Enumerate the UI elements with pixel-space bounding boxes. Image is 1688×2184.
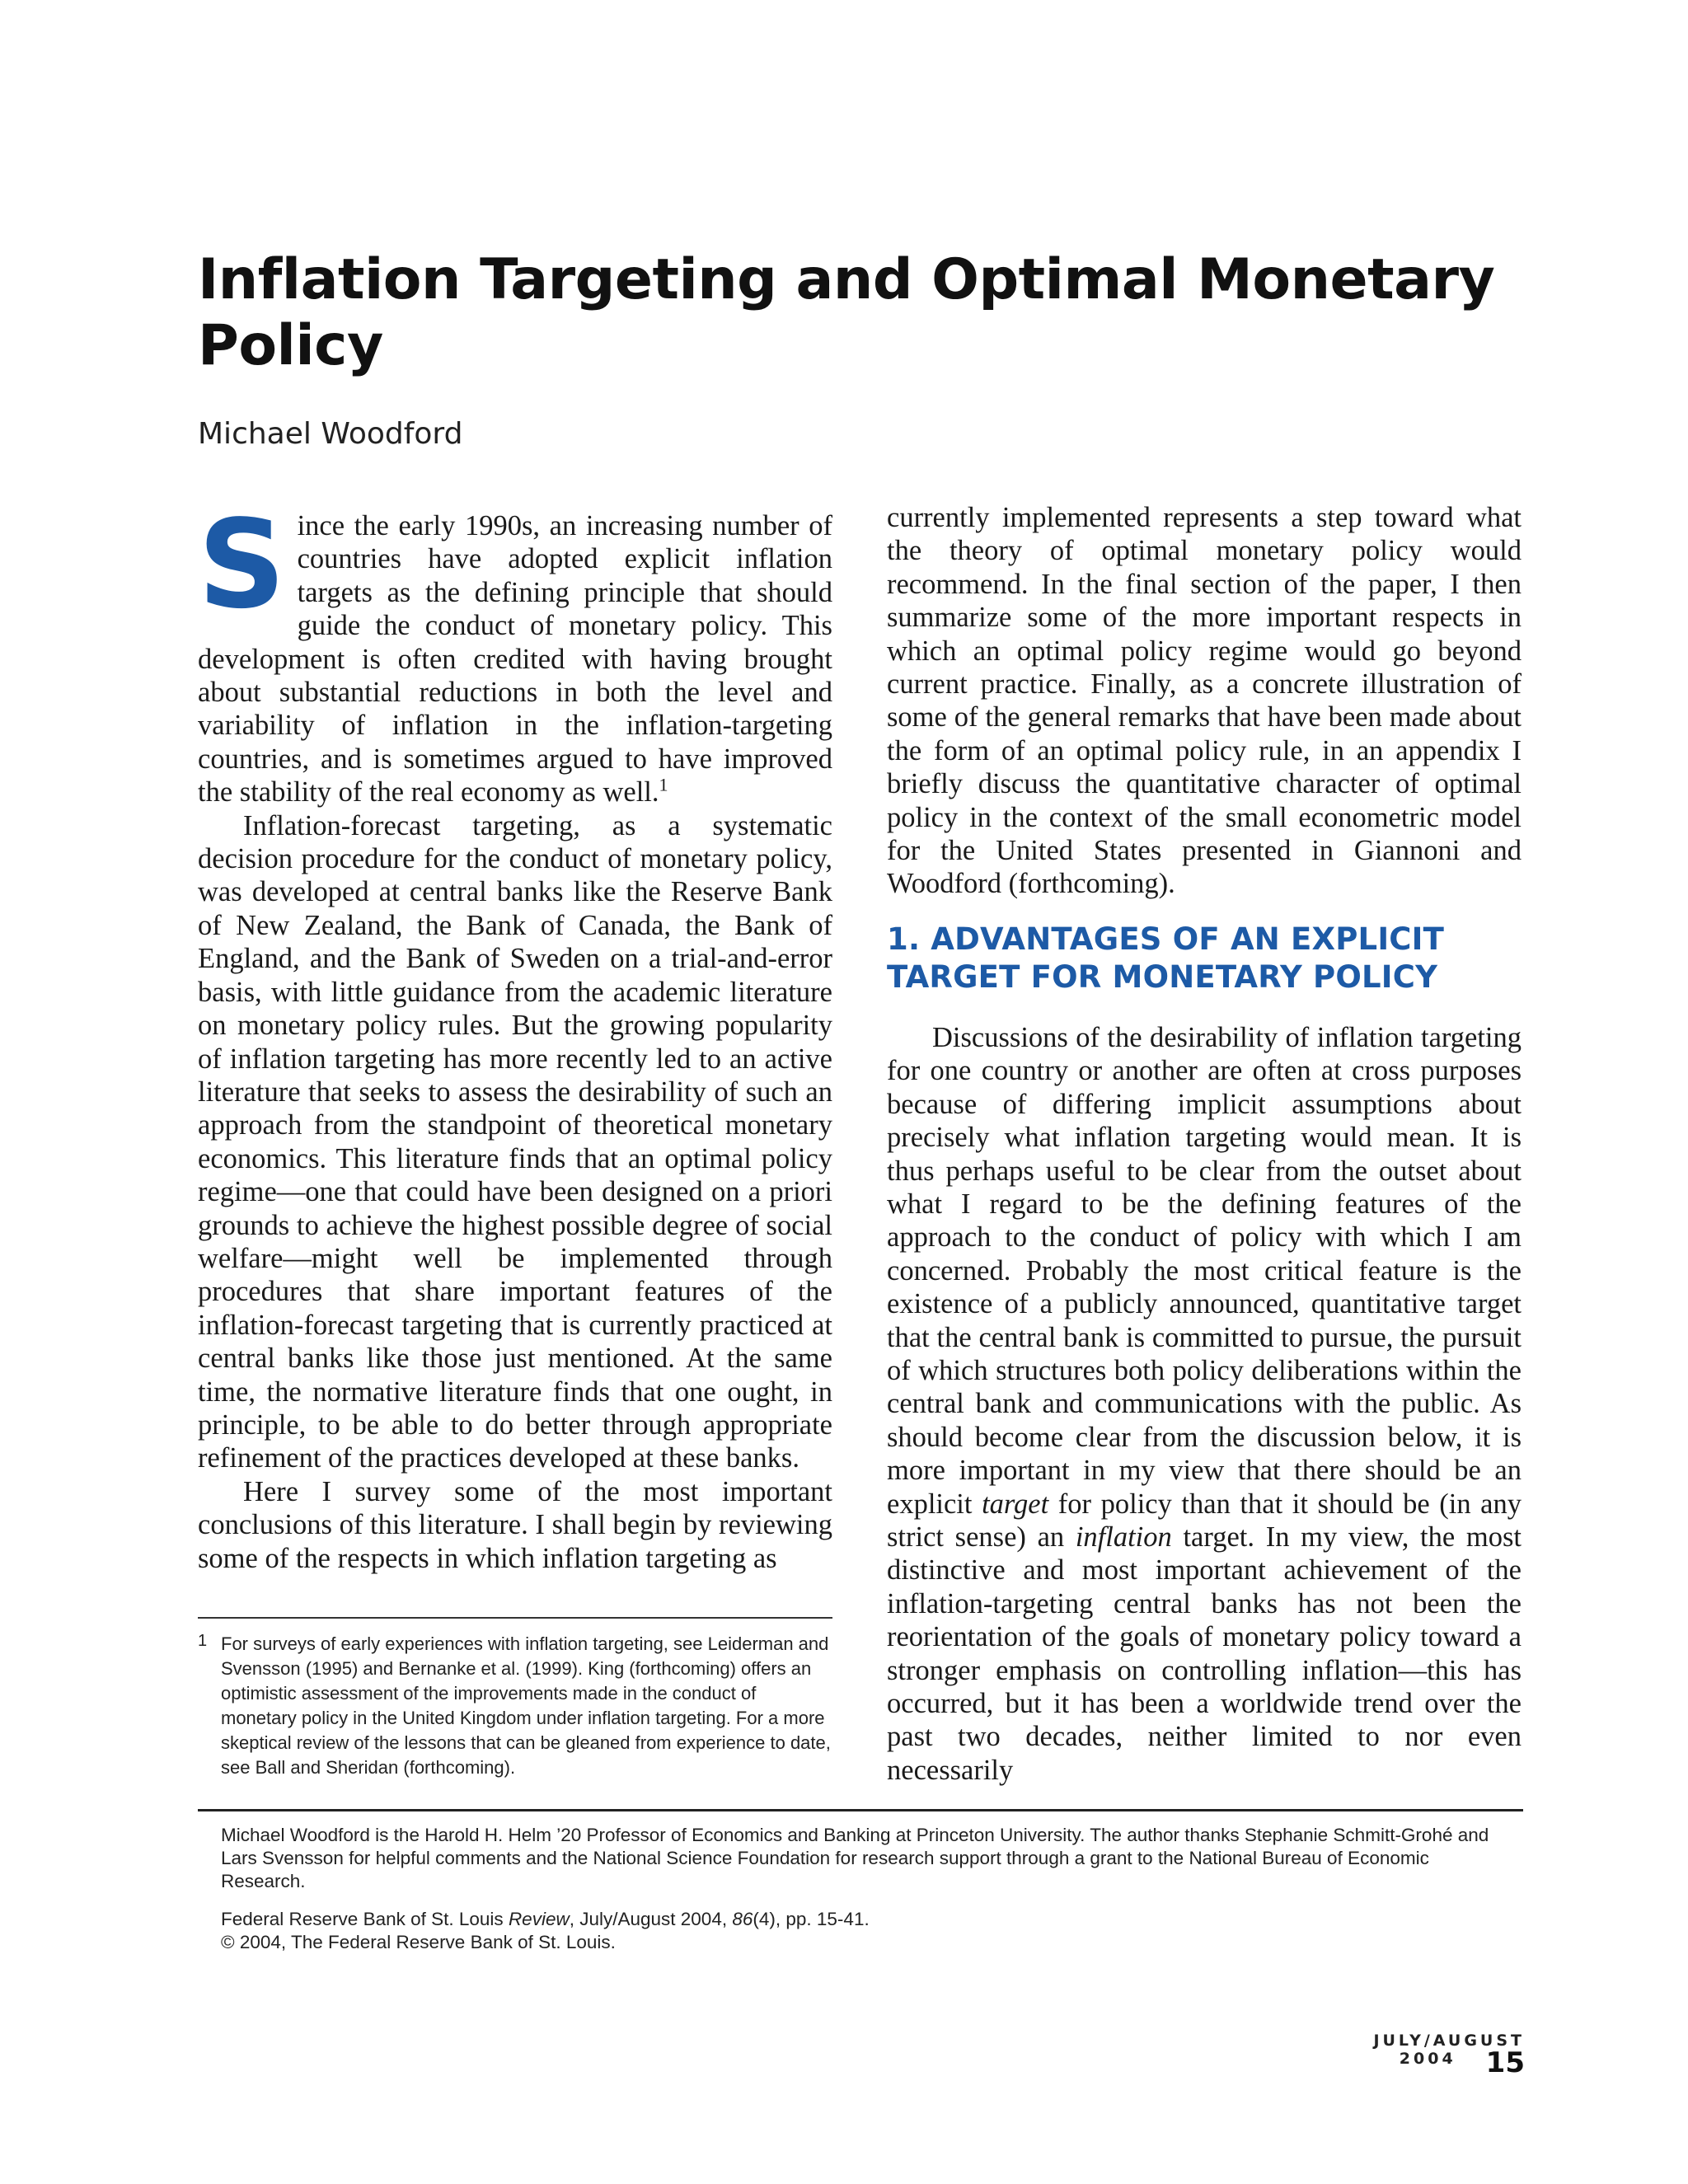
left-column	[198, 494, 832, 1575]
right-column	[887, 501, 1522, 1787]
body-paragraph: currently implemented represents a step toward what the theory of optimal monetary policy would recommend. In the final section of the paper, I then summarize some of the more important respects in which an optimal policy regime would go beyond current practice. Finally, as a concrete illustration of some of the general remarks that have been made about the form of an optimal policy rule, in an appendix I briefly discuss the quantitative character of optimal policy in the context of the small econometric model for the United States presented in Giannoni and Woodford (forthcoming).	[887, 502, 1522, 900]
body-paragraph: Here I survey some of the most important conclusions of this literature. I shall begin by reviewing some of the respects in which inflation targeting as	[198, 1475, 832, 1574]
journal-name: Review	[508, 1909, 570, 1929]
article-title: Inflation Targeting and Optimal Monetary Policy	[198, 247, 1495, 378]
drop-cap: S	[198, 494, 286, 635]
emphasis-target: target	[982, 1488, 1049, 1520]
citation-text: Federal Reserve Bank of St. Louis	[221, 1909, 509, 1929]
emphasis-inflation: inflation	[1075, 1521, 1172, 1553]
footnote-reference[interactable]: 1	[659, 774, 668, 795]
author-name: Michael Woodford	[198, 417, 463, 451]
paragraph-text: Discussions of the desirability of inflation targeting for one country or another are often at cross purposes because of differing implicit assumptions about precisely what inflation targeting would mean. It is thus perhaps useful to be clear from the outset about what I regard to be the defining features of the approach to the conduct of policy with which I am concerned. Probably the most critical feature is the existence of a publicly announced, quantitative target that the central bank is committed to pursue, the pursuit of which structures both policy deliberations within the central bank and communications with the public. As should become clear from the discussion below, it is more important in my view that there should be an explicit	[887, 1021, 1522, 1520]
footnote-number: 1	[198, 1632, 208, 1650]
footnote-divider	[198, 1617, 832, 1619]
body-paragraph	[887, 1021, 1522, 1787]
author-affiliation: Michael Woodford is the Harold H. Helm ’20 Professor of Economics and Banking at Princeton University. The author thanks Stephanie Schmitt-Grohé and Lars Svensson for helpful comments and the National Science Foundation for research support through a grant to the National Bureau of Economic Research.	[221, 1825, 1489, 1891]
footnote-text: For surveys of early experiences with inflation targeting, see Leiderman and Svensson (1995) and Bernanke et al. (1999). King (forthcoming) offers an optimistic assessment of the improvements made in the conduct of monetary policy in the United Kingdom under inflation targeting. For a more skeptical review of the lessons that can be gleaned from experience to date, see Ball and Sheridan (forthcoming).	[221, 1633, 831, 1778]
section-heading: 1. ADVANTAGES OF AN EXPLICIT TARGET FOR MONETARY POLICY	[887, 921, 1445, 995]
footnote	[198, 1632, 832, 1780]
page-footer	[1269, 2025, 1525, 2079]
citation	[221, 1908, 1515, 1954]
intro-paragraph	[198, 494, 832, 809]
copyright: © 2004, The Federal Reserve Bank of St. Louis.	[221, 1932, 616, 1952]
author-bio-block	[221, 1824, 1515, 1969]
paragraph-text: for policy than that it should be (in any strict sense) an	[887, 1488, 1522, 1553]
bio-divider	[198, 1809, 1523, 1811]
citation-text: (4), pp. 15-41.	[753, 1909, 870, 1929]
volume-number: 86	[732, 1909, 753, 1929]
page-number: 15	[1485, 2046, 1525, 2079]
intro-paragraph-text: ince the early 1990s, an increasing number of countries have adopted explicit inflation targets as the defining principle that should guide the conduct of monetary policy. This development is often credited with having brought about substantial reductions in both the level and variability of inflation in the inflation-targeting countries, and is sometimes argued to have improved the stability of the real economy as well.	[198, 510, 832, 808]
body-paragraph: Inflation-forecast targeting, as a systematic decision procedure for the conduct of monetary policy, was developed at central banks like the Reserve Bank of New Zealand, the Bank of Canada, the Bank of England, and the Bank of Sweden on a trial-and-error basis, with little guidance from the academic literature on monetary policy rules. But the growing popularity of inflation targeting has more recently led to an active literature that seeks to assess the desirability of such an approach from the standpoint of theoretical monetary economics. This literature finds that an optimal policy regime—one that could have been designed on a priori grounds to achieve the highest possible degree of social welfare—might well be implemented through procedures that share important features of the inflation-forecast targeting that is currently practiced at central banks like those just mentioned. At the same time, the normative literature finds that one ought, in principle, to be able to do better through appropriate refinement of the practices developed at these banks.	[198, 809, 832, 1474]
paragraph-text: target. In my view, the most distinctive and most important achievement of the inflation-targeting central banks has not been the reorientation of the goals of monetary policy toward a stronger emphasis on controlling inflation—this has occurred, but it has been a worldwide trend over the past two decades, neither limited to nor even necessarily	[887, 1521, 1522, 1786]
issue-date: JULY/AUGUST 2004	[1373, 2032, 1525, 2068]
citation-text: , July/August 2004,	[569, 1909, 733, 1929]
